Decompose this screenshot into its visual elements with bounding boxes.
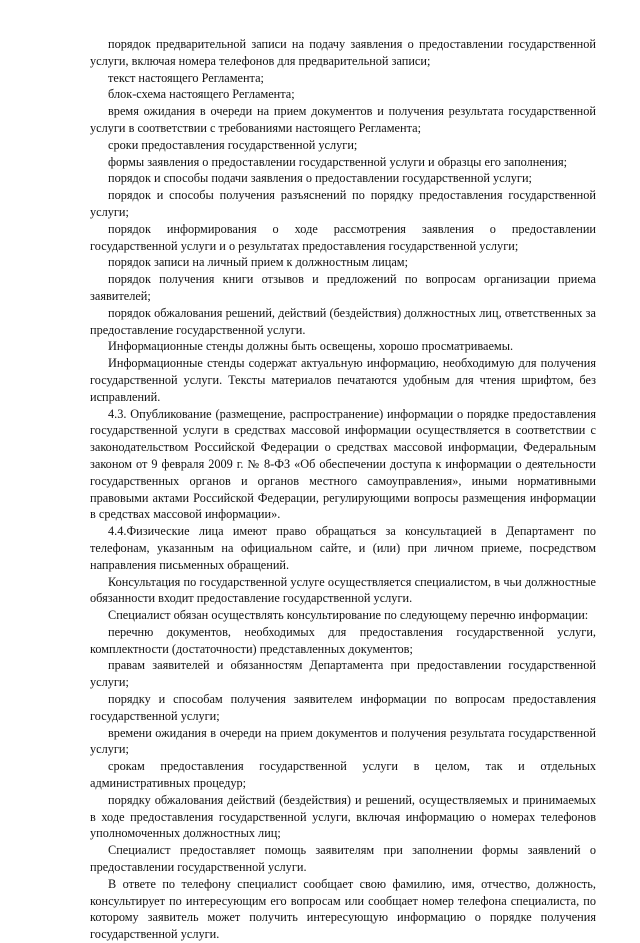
paragraph: формы заявления о предоставлении государственной услуги и образцы его заполнения; [108, 154, 568, 169]
paragraph: Информационные стенды должны быть освещены, хорошо просматриваемы. [108, 339, 514, 354]
paragraph: порядок получения книги отзывов и предложений по вопросам организации приема заявителей; [90, 272, 596, 303]
paragraph: порядок предварительной записи на подачу заявления о предоставлении государственной услуги, включая номера телефонов для предварительной записи; [90, 37, 596, 68]
paragraph: времени ожидания в очереди на прием документов и получения результата государственной услуги; [90, 725, 596, 757]
paragraph: блок-схема настоящего Регламента; [108, 87, 295, 102]
paragraph: порядок и способы получения разъяснений по порядку предоставления государственной услуги; [90, 188, 596, 219]
paragraph: сроки предоставления государственной услуги; [108, 137, 358, 152]
paragraph: Специалист предоставляет помощь заявителям при заполнении формы заявлений о предоставлении государственной услуги. [90, 843, 596, 875]
paragraph: правам заявителей и обязанностям Департамента при предоставлении государственной услуги; [90, 658, 596, 690]
paragraph: порядок записи на личный прием к должностным лицам; [108, 255, 408, 270]
paragraph: порядок информирования о ходе рассмотрения заявления о предоставлении государственной услуги и о результатах предоставления государственной услуги; [90, 221, 596, 253]
paragraph: Консультация по государственной услуге осуществляется специалистом, в чьи должностные обязанности входит предоставление государственной услуги. [90, 574, 596, 606]
paragraph: порядку и способам получения заявителем информации по вопросам предоставления государственной услуги; [90, 692, 596, 723]
paragraph: В ответе по телефону специалист сообщает свою фамилию, имя, отчество, должность, консультирует по интересующим его вопросам или сообщает номер телефона специалиста, по которому заявитель может получить интересующую информацию о порядке получения государственной услуги. [90, 876, 596, 942]
paragraph: порядку обжалования действий (бездействия) и решений, осуществляемых и принимаемых в ходе предоставления государственной услуги, включая информацию о номерах телефонов уполномоченных должностных лиц; [90, 792, 596, 841]
paragraph: время ожидания в очереди на прием документов и получения результата государственной услуги в соответствии с требованиями настоящего Регламента; [90, 104, 596, 135]
paragraph: порядок обжалования решений, действий (бездействия) должностных лиц, ответственных за предоставление государственной услуги. [90, 305, 596, 337]
paragraph: срокам предоставления государственной услуги в целом, так и отдельных административных процедур; [90, 759, 596, 791]
paragraph: перечню документов, необходимых для предоставления государственной услуги, комплектности (достаточности) представленных документов; [90, 624, 596, 656]
paragraph: Информационные стенды содержат актуальную информацию, необходимую для получения государственной услуги. Тексты материалов печатаются удобным для чтения шрифтом, без исправлений. [90, 356, 596, 404]
paragraph: порядок и способы подачи заявления о предоставлении государственной услуги; [108, 171, 532, 186]
section-4-3-paragraph: 4.3. Опубликование (размещение, распространение) информации о порядке предоставления государственной услуги в средствах массовой информации осуществляется в соответствии с законодательством Российской Федерации о средствах массовой информации, Федеральным законом от 9 февраля 2009 г. № 8-ФЗ «Об обеспечении доступа к информации о деятельности государственных органов и органов местного самоуправления», иными нормативными правовыми актами Российской Федерации, регулирующими вопросы размещения информации в средствах массовой информации». [90, 406, 596, 522]
paragraph: текст настоящего Регламента; [108, 70, 264, 85]
section-4-4-paragraph: 4.4.Физические лица имеют право обращаться за консультацией в Департамент по телефонам, указанным на официальном сайте, и (или) при личном приеме, посредством направления письменных обращений. [90, 524, 596, 572]
paragraph: Специалист обязан осуществлять консультирование по следующему перечню информации: [108, 608, 589, 623]
document-page [90, 36, 596, 943]
